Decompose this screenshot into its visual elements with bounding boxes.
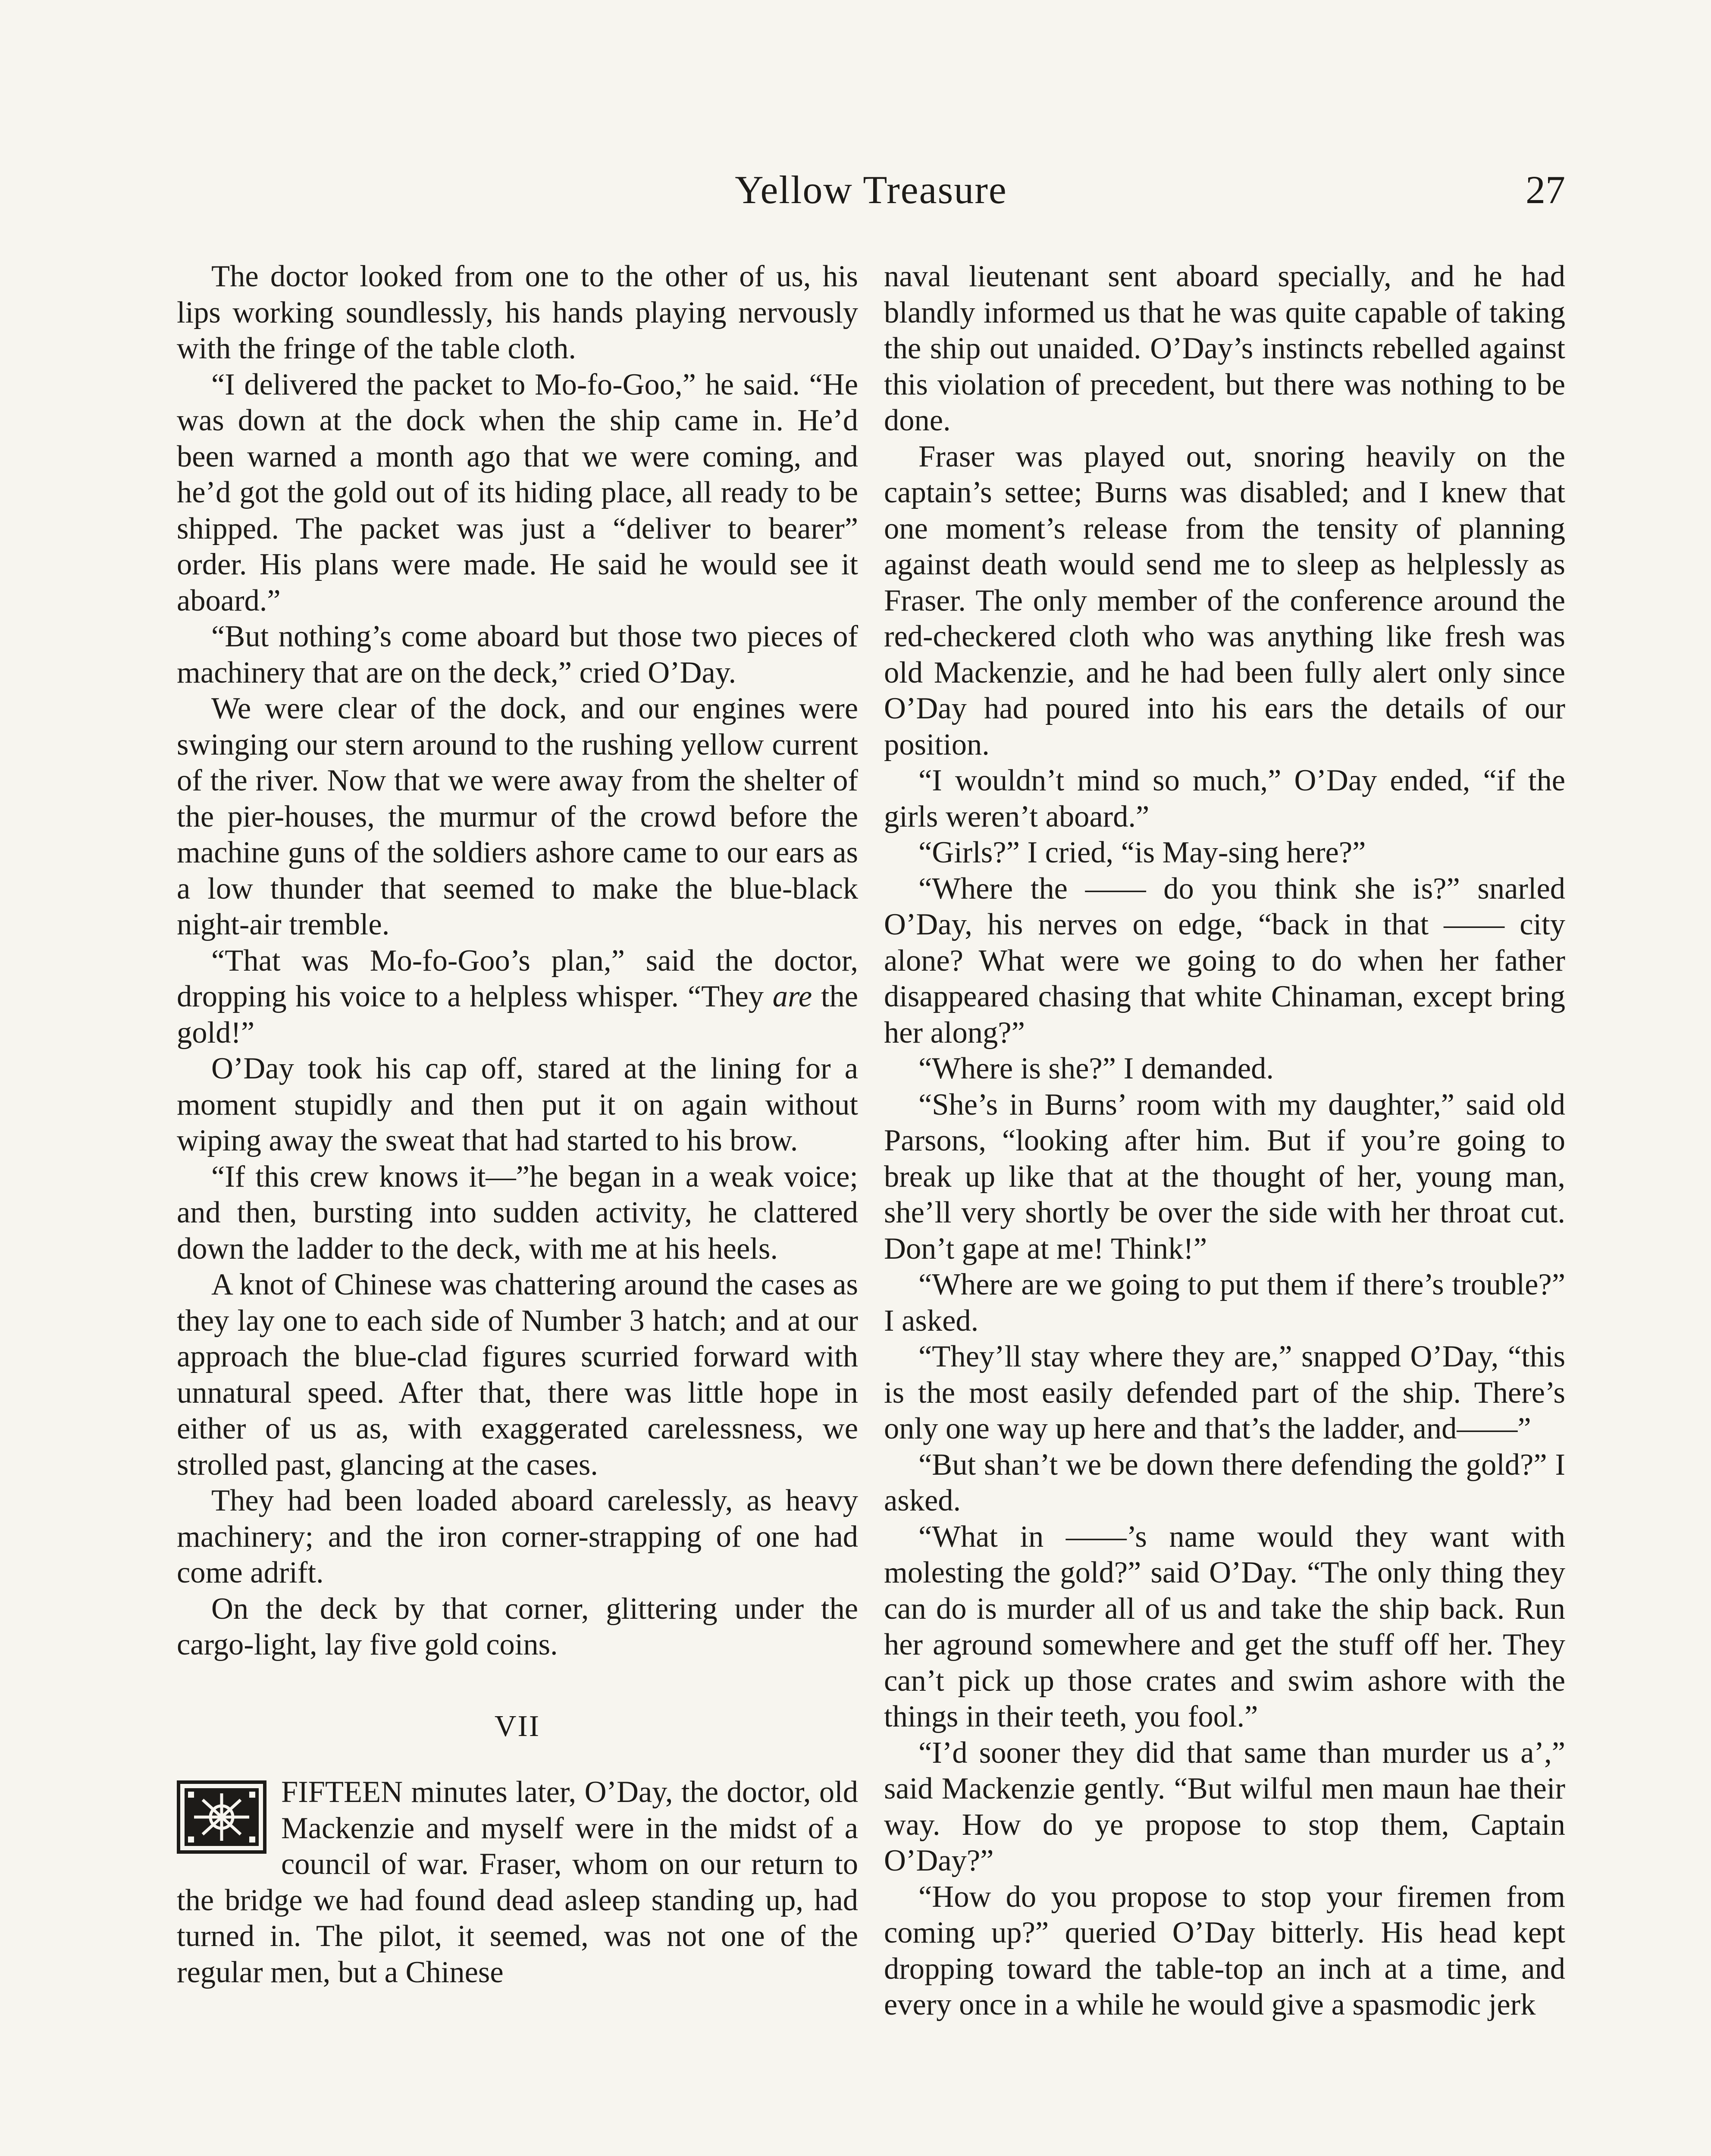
ornamental-initial-icon	[177, 1780, 266, 1854]
paragraph-text: the gold!”	[177, 980, 858, 1050]
paragraph: “Girls?” I cried, “is May-sing here?”	[918, 836, 1366, 869]
paragraph: “How do you propose to stop your firemen from coming up?” queried O’Day bitterly. His head kept dropping toward the table-top an inch at a time, and every once in a while he would give a spasmodic jerk	[884, 1880, 1565, 2021]
emphasis: are	[772, 980, 812, 1013]
paragraph	[177, 943, 858, 1051]
paragraph: “Where is she?” I demanded.	[918, 1052, 1274, 1085]
paragraph: “I’d sooner they did that same than murder us a’,” said Mackenzie gently. “But wilful men maun hae their way. How do ye propose to stop them, Captain O’Day?”	[884, 1736, 1565, 1877]
paragraph: “I delivered the packet to Mo-fo-Goo,” he said. “He was down at the dock when the ship came in. He’d been warned a month ago that we were coming, and he’d got the gold out of its hiding place, all ready to be shipped. The packet was just a “deliver to bearer” order. His plans were made. He said he would see it aboard.”	[177, 367, 858, 617]
paragraph: Fraser was played out, snoring heavily on the captain’s settee; Burns was disabled; and I knew that one moment’s release from the tensity of planning against death would send me to sleep as helplessly as Fraser. The only member of the conference around the red-checkered cloth who was anything like fresh was old Mackenzie, and he had been fully alert only since O’Day had poured into his ears the details of our position.	[884, 439, 1565, 761]
paragraph: “Where are we going to put them if there’s trouble?” I asked.	[884, 1268, 1565, 1338]
paragraph: “She’s in Burns’ room with my daughter,” said old Parsons, “looking after him. But if you’re going to break up like that at the thought of her, young man, she’ll very shortly be over the side with her throat cut. Don’t gape at me! Think!”	[884, 1087, 1565, 1266]
paragraph: “Where the —— do you think she is?” snarled O’Day, his nerves on edge, “back in that —— city alone? What were we going to do when her father disappeared chasing that white Chinaman, except bring her along?”	[884, 871, 1565, 1050]
paragraph: FIFTEEN minutes later, O’Day, the doctor, old Mackenzie and myself were in the midst of a council of war. Fraser, whom on our return to the bridge we had found dead asleep standing up, had turned in. The pilot, it seemed, was not one of the regular men, but a Chinese	[177, 1775, 858, 1989]
paragraph: We were clear of the dock, and our engines were swinging our stern around to the rushing yellow current of the river. Now that we were away from the shelter of the pier-houses, the murmur of the crowd before the machine guns of the soldiers ashore came to our ears as a low thunder that seemed to make the blue-black night-air tremble.	[177, 692, 858, 941]
paragraph: They had been loaded aboard carelessly, as heavy machinery; and the iron corner-strapping of one had come adrift.	[177, 1484, 858, 1589]
paragraph: naval lieutenant sent aboard specially, and he had blandly informed us that he was quite capable of taking the ship out unaided. O’Day’s instincts rebelled against this violation of precedent, but there was nothing to be done.	[884, 260, 1565, 437]
paragraph: “They’ll stay where they are,” snapped O’Day, “this is the most easily defended part of the ship. There’s only one way up here and that’s the ladder, and——”	[884, 1340, 1565, 1445]
ornament-icon	[177, 1780, 266, 1854]
paragraph: “But nothing’s come aboard but those two pieces of machinery that are on the deck,” cried O’Day.	[177, 620, 858, 689]
paragraph: “I wouldn’t mind so much,” O’Day ended, “if the girls weren’t aboard.”	[884, 764, 1565, 834]
left-column	[177, 259, 858, 1990]
paragraph: A knot of Chinese was chattering around the cases as they lay one to each side of Number 3 hatch; and at our approach the blue-clad figures scurried forward with unnatural speed. After that, there was little hope in either of us as, with exaggerated carelessness, we strolled past, glancing at the cases.	[177, 1268, 858, 1482]
section-heading: VII	[494, 1709, 541, 1743]
right-column	[884, 259, 1565, 2023]
paragraph: O’Day took his cap off, stared at the lining for a moment stupidly and then put it on again without wiping away the sweat that had started to his brow.	[177, 1052, 858, 1157]
paragraph: “But shan’t we be down there defending the gold?” I asked.	[884, 1448, 1565, 1517]
page-header	[177, 164, 1565, 216]
paragraph: On the deck by that corner, glittering under the cargo-light, lay five gold coins.	[177, 1592, 858, 1661]
paragraph: The doctor looked from one to the other of us, his lips working soundlessly, his hands playing nervously with the fringe of the table cloth.	[177, 260, 858, 365]
paragraph-text: “That was Mo-fo-Goo’s plan,” said the doctor, dropping his voice to a helpless whisper. “They	[177, 943, 858, 1013]
paragraph: “What in ——’s name would they want with molesting the gold?” said O’Day. “The only thing they can do is murder all of us and take the ship back. Run her aground somewhere and get the stuff off her. They can’t pick up those crates and swim ashore with the things in their teeth, you fool.”	[884, 1520, 1565, 1733]
running-head: Yellow Treasure	[735, 168, 1007, 212]
paragraph: “If this crew knows it—”he began in a weak voice; and then, bursting into sudden activity, he clattered down the ladder to the deck, with me at his heels.	[177, 1159, 858, 1266]
page-number: 27	[1526, 168, 1565, 212]
